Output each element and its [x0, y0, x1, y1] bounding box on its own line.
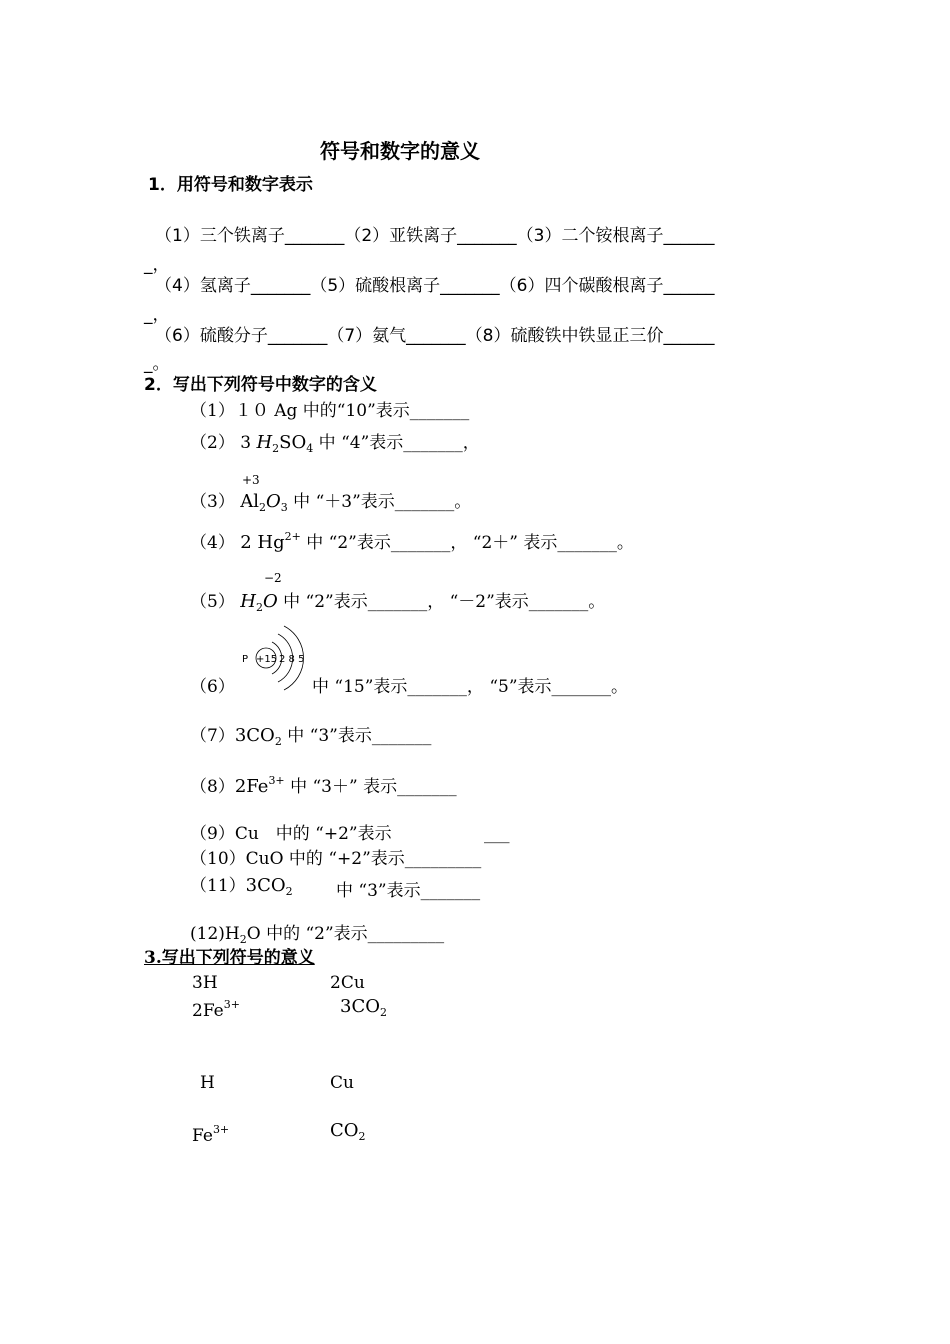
s1-line-2-tail: _，: [144, 305, 170, 325]
s3-item-co2: [330, 1121, 366, 1142]
s1-line-2: （4）氢离子_______（5）硫酸根离子_______（6）四个碳酸根离子______: [155, 276, 715, 296]
q8-label: （8）: [190, 777, 235, 797]
section-1-heading: 1．用符号和数字表示: [148, 175, 313, 195]
s3-item-h: H: [200, 1073, 215, 1093]
s1-line-3-tail: _。: [144, 354, 170, 374]
section-3-heading: 3.写出下列符号的意义: [144, 948, 315, 968]
q5-formula-h-sub: 2: [255, 601, 263, 614]
shell-electrons: 2 8 5: [279, 654, 305, 665]
s3-item-3h: 3H: [192, 973, 218, 993]
q3-formula-o-sub: 3: [280, 501, 288, 514]
phosphorus-atom-diagram: [236, 620, 316, 696]
q4-formula: 2 Hg: [240, 532, 285, 553]
s2-question-4: [190, 530, 634, 554]
q2-coefficient: 3: [240, 433, 252, 453]
s2-question-1: （1）１０ Ag 中的“10”表示_______: [190, 401, 470, 421]
s2-question-8: [190, 774, 457, 798]
s3-co-sub: 2: [358, 1130, 366, 1143]
s2-question-3: [190, 492, 471, 513]
s2-question-5: [190, 592, 605, 613]
q2-text: 中 “4”表示_______，: [318, 433, 480, 453]
q4-formula-sup: 2+: [284, 530, 301, 543]
section-2-heading: 2．写出下列符号中数字的含义: [144, 375, 377, 395]
q11-formula: 3CO: [245, 875, 286, 896]
s3-item-cu: Cu: [330, 1073, 354, 1093]
page-title: 符号和数字的意义: [320, 139, 480, 163]
q2-formula-so-sub: 4: [306, 442, 314, 455]
q11-text: 中 “3”表示_______: [336, 881, 481, 901]
s2-question-11: [190, 876, 293, 897]
q11-formula-sub: 2: [285, 885, 293, 898]
s3-3co-base: 3CO: [340, 996, 380, 1017]
s2-question-7: [190, 726, 431, 747]
s3-item-fe3: [192, 1123, 230, 1147]
q2-formula-h-sub: 2: [272, 442, 280, 455]
q6-text: 中 “15”表示_______， “5”表示_______。: [312, 677, 629, 697]
q2-label: （2）: [190, 433, 235, 453]
q6-label: （6）: [190, 677, 235, 697]
q8-formula-sup: 3+: [268, 774, 285, 787]
s2-question-9: （9）Cu 中的 “+2”表示: [190, 824, 392, 844]
q5-label: （5）: [190, 592, 235, 612]
s1-line-3: （6）硫酸分子_______（7）氨气_______（8）硫酸铁中铁显正三价______: [155, 326, 715, 346]
q2-formula-h: H: [256, 432, 273, 453]
s2-question-2: [190, 433, 480, 454]
q8-text: 中 “3＋” 表示_______: [290, 777, 457, 797]
q8-formula: 2Fe: [234, 776, 269, 797]
q7-label: （7）: [190, 726, 235, 746]
q4-label: （4）: [190, 533, 235, 553]
q11-label: （11）: [190, 876, 246, 896]
q3-valence: +3: [242, 473, 260, 487]
q4-text: 中 “2”表示_______， “2＋” 表示_______。: [306, 533, 634, 553]
q5-valence: −2: [264, 571, 282, 585]
s3-2fe-sup: 3+: [223, 998, 240, 1011]
q3-label: （3）: [190, 492, 235, 512]
q7-formula: 3CO: [234, 725, 275, 746]
q12-sub: 2: [239, 933, 247, 946]
s3-item-3co2: [340, 997, 387, 1018]
s2-question-12: [190, 925, 444, 945]
q3-formula-al: Al: [240, 491, 259, 512]
s1-line-1: （1）三个铁离子_______（2）亚铁离子_______（3）二个铵根离子______: [155, 226, 715, 246]
q3-formula-o: O: [266, 491, 281, 512]
q12-part-a: (12)H: [190, 924, 240, 944]
s3-co-base: CO: [330, 1120, 359, 1141]
q5-formula-o: O: [262, 591, 278, 612]
q12-part-b: O 中的 “2”表示_________: [246, 924, 445, 944]
q7-formula-sub: 2: [274, 735, 282, 748]
q2-formula-so: SO: [279, 432, 307, 453]
s3-3co-sub: 2: [379, 1006, 387, 1019]
q5-formula-h: H: [240, 591, 256, 612]
nucleus-charge: +15: [256, 654, 278, 665]
s1-line-1-tail: _，: [144, 255, 170, 275]
s3-fe-sup: 3+: [212, 1123, 230, 1136]
s3-item-2cu: 2Cu: [330, 973, 365, 993]
atom-symbol: P: [242, 654, 249, 665]
q3-text: 中 “＋3”表示_______。: [293, 492, 472, 512]
s3-item-2fe3: [192, 998, 240, 1022]
q9-blank: ___: [484, 824, 510, 844]
s3-2fe-base: 2Fe: [192, 1001, 224, 1021]
s3-fe-base: Fe: [192, 1126, 213, 1146]
s2-question-10: （10）CuO 中的 “+2”表示_________: [190, 849, 482, 869]
q5-text: 中 “2”表示_______， “－2”表示_______。: [283, 592, 606, 612]
q3-formula-al-sub: 2: [259, 501, 266, 514]
q7-text: 中 “3”表示_______: [287, 726, 432, 746]
